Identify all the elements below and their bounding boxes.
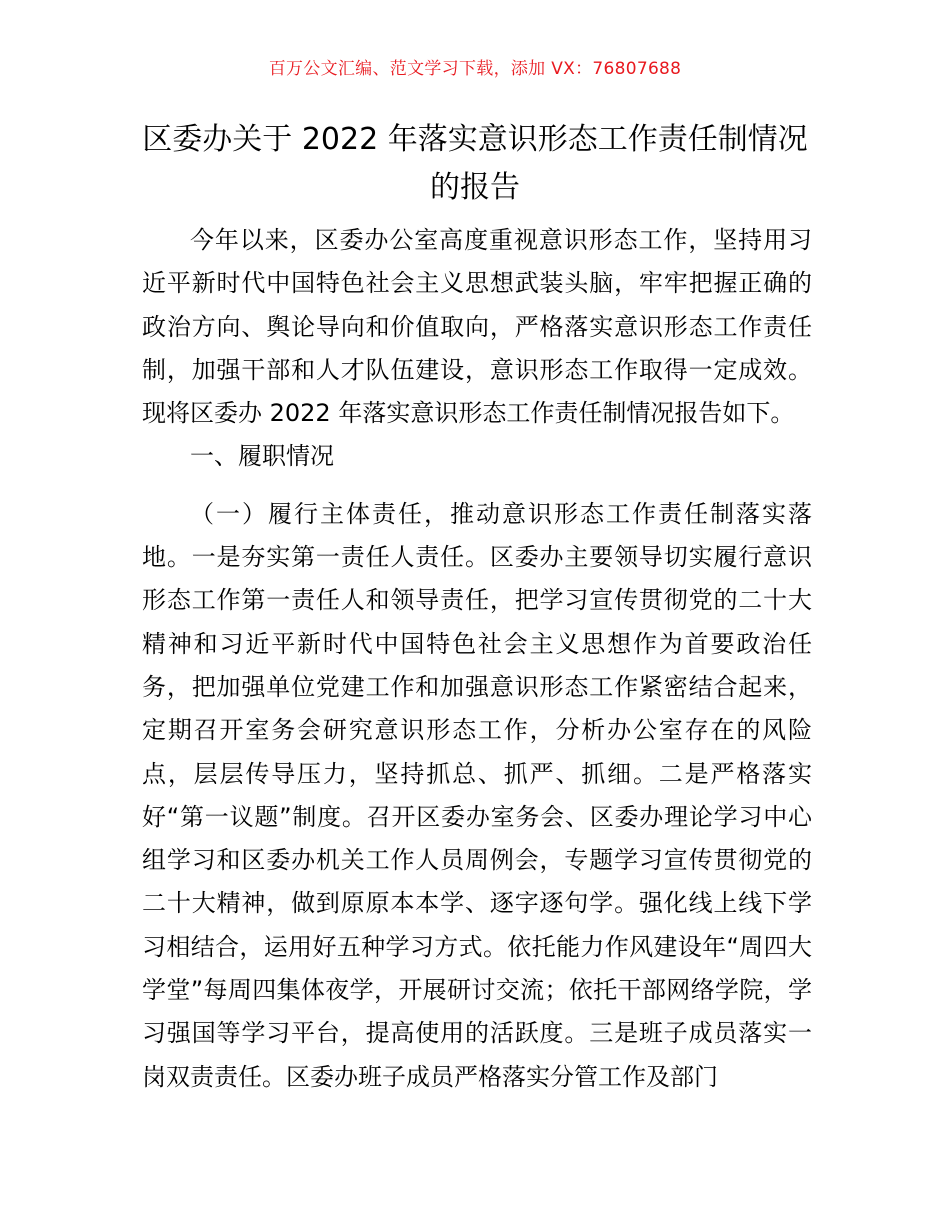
section-paragraph: （一）履行主体责任，推动意识形态工作责任制落实落地。一是夯实第一责任人责任。区委办主要领导切实履行意识形态工作第一责任人和领导责任，把学习宣传贯彻党的二十大精神和习近平新时代中国特色社会主义思想作为首要政治任务，把加强单位党建工作和加强意识形态工作紧密结合起来，定期召开室务会研究意识形态工作，分析办公室存在的风险点，层层传导压力，坚持抓总、抓严、抓细。二是严格落实好“第一议题”制度。召开区委办室务会、区委办理论学习中心组学习和区委办机关工作人员周例会，专题学习宣传贯彻党的二十大精神，做到原原本本学、逐字逐句学。强化线上线下学习相结合，运用好五种学习方式。依托能力作风建设年“周四大学堂”每周四集体夜学，开展研讨交流；依托干部网络学院，学习强国等学习平台，提高使用的活跃度。三是班子成员落实一岗双责责任。区委办班子成员严格落实分管工作及部门 xyxy=(142,499,812,1091)
section-heading: 一、履职情况 xyxy=(190,442,334,471)
intro-paragraph: 今年以来，区委办公室高度重视意识形态工作，坚持用习近平新时代中国特色社会主义思想武装头脑，牢牢把握正确的政治方向、舆论导向和价值取向，严格落实意识形态工作责任制，加强干部和人才队伍建设，意识形态工作取得一定成效。现将区委办 2022 年落实意识形态工作责任制情况报告如下。 xyxy=(142,226,812,428)
document-title: 区委办关于 2022 年落实意识形态工作责任制情况的报告 xyxy=(142,122,808,205)
document-body xyxy=(142,219,812,1099)
header-banner: 百万公文汇编、范文学习下载，添加 VX：76807688 xyxy=(268,59,682,79)
